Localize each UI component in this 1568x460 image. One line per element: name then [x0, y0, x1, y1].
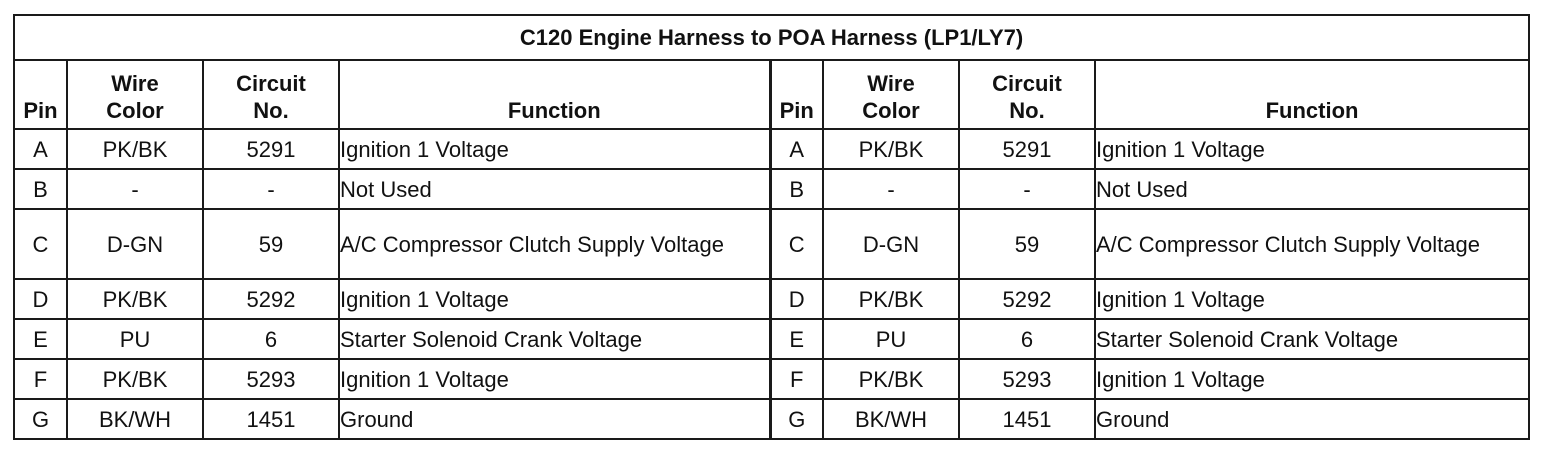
- pin-cell: D: [770, 279, 823, 319]
- wire-color-cell: PK/BK: [67, 129, 203, 169]
- header-circuit-line1: Circuit: [992, 71, 1062, 96]
- wire-color-cell: PK/BK: [823, 129, 959, 169]
- circuit-cell: 5292: [203, 279, 339, 319]
- pin-cell: C: [770, 209, 823, 279]
- circuit-cell: 6: [959, 319, 1095, 359]
- pin-cell: G: [14, 399, 67, 439]
- header-function-right: Function: [1095, 60, 1529, 129]
- pin-cell: A: [770, 129, 823, 169]
- function-cell: Ignition 1 Voltage: [339, 279, 770, 319]
- circuit-cell: 5291: [959, 129, 1095, 169]
- pin-cell: E: [14, 319, 67, 359]
- function-cell: Ground: [1095, 399, 1529, 439]
- table-row: [14, 279, 1529, 319]
- circuit-cell: 59: [959, 209, 1095, 279]
- header-circuit-line1: Circuit: [236, 71, 306, 96]
- table-row: [14, 319, 1529, 359]
- circuit-cell: -: [203, 169, 339, 209]
- circuit-cell: 59: [203, 209, 339, 279]
- header-wire-color-left: [67, 60, 203, 129]
- circuit-cell: 6: [203, 319, 339, 359]
- header-wire-color-line2: Color: [106, 98, 164, 123]
- circuit-cell: 1451: [959, 399, 1095, 439]
- header-wire-color-line1: Wire: [867, 71, 915, 96]
- pin-cell: B: [14, 169, 67, 209]
- function-cell: Ignition 1 Voltage: [1095, 129, 1529, 169]
- circuit-cell: 5291: [203, 129, 339, 169]
- wire-color-cell: PK/BK: [67, 359, 203, 399]
- table-row: [14, 399, 1529, 439]
- header-wire-color-line2: Color: [862, 98, 920, 123]
- circuit-cell: 5293: [203, 359, 339, 399]
- header-wire-color-line1: Wire: [111, 71, 159, 96]
- pin-cell: G: [770, 399, 823, 439]
- wire-color-cell: PK/BK: [823, 359, 959, 399]
- wire-color-cell: D-GN: [823, 209, 959, 279]
- function-cell: A/C Compressor Clutch Supply Voltage: [1095, 209, 1529, 279]
- header-pin-left: Pin: [14, 60, 67, 129]
- pin-cell: A: [14, 129, 67, 169]
- connector-table-container: [13, 14, 1528, 440]
- header-wire-color-right: [823, 60, 959, 129]
- circuit-cell: 5293: [959, 359, 1095, 399]
- header-circuit-line2: No.: [253, 98, 289, 123]
- table-row: [14, 209, 1529, 279]
- function-cell: Starter Solenoid Crank Voltage: [339, 319, 770, 359]
- wire-color-cell: PU: [823, 319, 959, 359]
- function-cell: Ignition 1 Voltage: [339, 359, 770, 399]
- wire-color-cell: -: [823, 169, 959, 209]
- wire-color-cell: D-GN: [67, 209, 203, 279]
- function-cell: Ignition 1 Voltage: [1095, 279, 1529, 319]
- circuit-cell: 5292: [959, 279, 1095, 319]
- wire-color-cell: BK/WH: [823, 399, 959, 439]
- function-cell: Ground: [339, 399, 770, 439]
- pin-cell: B: [770, 169, 823, 209]
- pin-cell: D: [14, 279, 67, 319]
- function-cell: Ignition 1 Voltage: [1095, 359, 1529, 399]
- wire-color-cell: PU: [67, 319, 203, 359]
- pin-cell: E: [770, 319, 823, 359]
- table-row: [14, 129, 1529, 169]
- wire-color-cell: PK/BK: [823, 279, 959, 319]
- circuit-cell: 1451: [203, 399, 339, 439]
- function-cell: Starter Solenoid Crank Voltage: [1095, 319, 1529, 359]
- function-cell: Not Used: [339, 169, 770, 209]
- wire-color-cell: BK/WH: [67, 399, 203, 439]
- connector-pinout-table: [13, 14, 1530, 440]
- column-header-row: [14, 60, 1529, 129]
- function-cell: Not Used: [1095, 169, 1529, 209]
- header-function-left: Function: [339, 60, 770, 129]
- wire-color-cell: PK/BK: [67, 279, 203, 319]
- pin-cell: F: [14, 359, 67, 399]
- function-cell: A/C Compressor Clutch Supply Voltage: [339, 209, 770, 279]
- wire-color-cell: -: [67, 169, 203, 209]
- table-row: [14, 359, 1529, 399]
- header-circuit-right: [959, 60, 1095, 129]
- header-circuit-left: [203, 60, 339, 129]
- pin-cell: F: [770, 359, 823, 399]
- pin-cell: C: [14, 209, 67, 279]
- header-pin-right: Pin: [770, 60, 823, 129]
- circuit-cell: -: [959, 169, 1095, 209]
- table-row: [14, 169, 1529, 209]
- header-circuit-line2: No.: [1009, 98, 1045, 123]
- table-title: C120 Engine Harness to POA Harness (LP1/LY7): [14, 15, 1529, 60]
- function-cell: Ignition 1 Voltage: [339, 129, 770, 169]
